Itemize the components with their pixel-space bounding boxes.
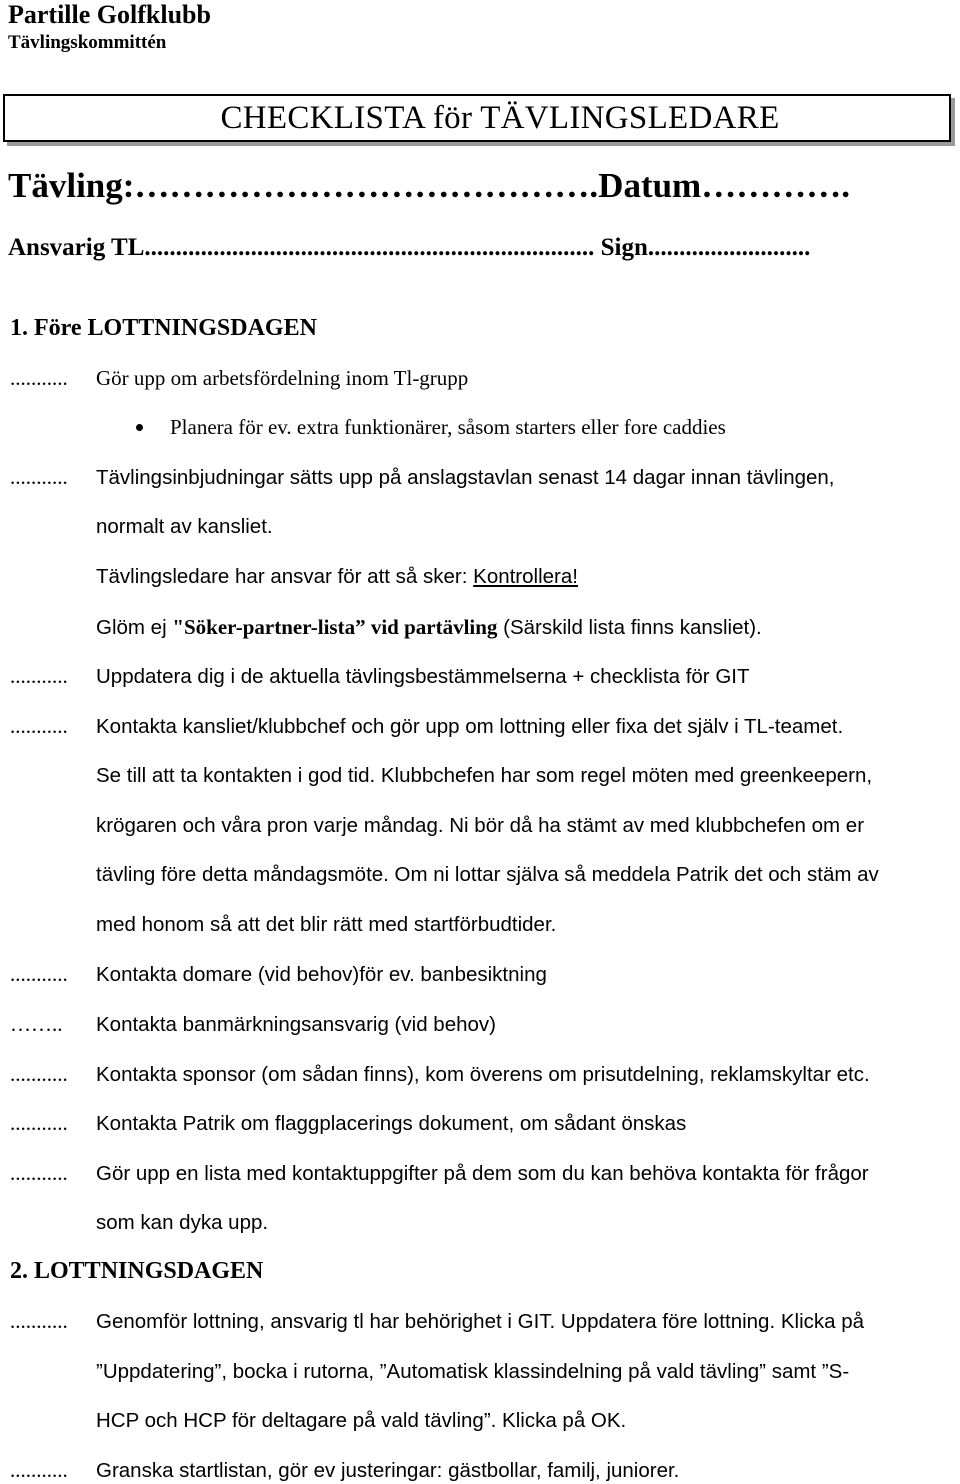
checkbox-dots: ........... bbox=[10, 1309, 68, 1333]
checklist-item-line: med honom så att det blir rätt med startförbudtider. bbox=[96, 913, 557, 936]
title-box bbox=[3, 94, 951, 142]
checkbox-dots: ........... bbox=[10, 1111, 68, 1135]
checklist-item: Gör upp en lista med kontaktuppgifter på dem som du kan behöva kontakta för frågor bbox=[96, 1162, 869, 1185]
competition-date-field: Tävling:………………………………….Datum…………. bbox=[8, 166, 850, 205]
checkbox-dots: ........... bbox=[10, 664, 68, 688]
partner-list-note: "Söker-partner-lista” vid partävling bbox=[172, 615, 498, 639]
checklist-item: Gör upp om arbetsfördelning inom Tl-grupp bbox=[96, 366, 469, 390]
sub-item: Planera för ev. extra funktionärer, såsom starters eller fore caddies bbox=[170, 415, 726, 439]
checkbox-dots: ........... bbox=[10, 1458, 68, 1482]
document-title: CHECKLISTA för TÄVLINGSLEDARE bbox=[220, 100, 780, 136]
checklist-item-line bbox=[96, 565, 578, 589]
checklist-item-line: normalt av kansliet. bbox=[96, 515, 273, 538]
org-name: Partille Golfklubb bbox=[8, 0, 211, 29]
checklist-item: Genomför lottning, ansvarig tl har behörighet i GIT. Uppdatera före lottning. Klicka på bbox=[96, 1310, 865, 1333]
checkbox-dots: ........... bbox=[10, 962, 68, 986]
checklist-item-line: tävling före detta måndagsmöte. Om ni lottar själva så meddela Patrik det och stäm av bbox=[96, 863, 879, 886]
checklist-item-line: HCP och HCP för deltagare på vald tävling”. Klicka på OK. bbox=[96, 1409, 627, 1432]
checklist-item: Kontakta domare (vid behov)för ev. banbesiktning bbox=[96, 963, 547, 986]
checkbox-dots: ........... bbox=[10, 366, 68, 390]
checklist-item: Kontakta banmärkningsansvarig (vid behov) bbox=[96, 1013, 496, 1036]
checklist-item-line: Se till att ta kontakten i god tid. Klubbchefen har som regel möten med greenkeepern, bbox=[96, 764, 873, 787]
department-name: Tävlingskommittén bbox=[8, 32, 167, 53]
checkbox-dots: ........... bbox=[10, 714, 68, 738]
checklist-item: Kontakta Patrik om flaggplacerings dokument, om sådant önskas bbox=[96, 1112, 687, 1135]
control-emphasis: Kontrollera! bbox=[473, 565, 578, 588]
section-2-heading: 2. LOTTNINGSDAGEN bbox=[10, 1258, 264, 1284]
checklist-item: Uppdatera dig i de aktuella tävlingsbestämmelserna + checklista för GIT bbox=[96, 665, 750, 688]
checkbox-dots: ........... bbox=[10, 465, 68, 489]
checklist-item-line bbox=[96, 615, 762, 640]
checkbox-dots: ........... bbox=[10, 1062, 68, 1086]
checklist-item-line: ”Uppdatering”, bocka i rutorna, ”Automatisk klassindelning på vald tävling” samt ”S- bbox=[96, 1360, 850, 1383]
checklist-item-line: krögaren och våra pron varje måndag. Ni bör då ha stämt av med klubbchefen om er bbox=[96, 814, 865, 837]
responsible-leader-field: Ansvarig TL........................................................................ Sign.......................... bbox=[8, 234, 811, 261]
checklist-item-line: som kan dyka upp. bbox=[96, 1211, 269, 1234]
bullet-icon bbox=[136, 424, 143, 431]
checklist-item: Tävlingsinbjudningar sätts upp på anslagstavlan senast 14 dagar innan tävlingen, bbox=[96, 466, 835, 489]
checklist-item: Granska startlistan, gör ev justeringar: gästbollar, familj, juniorer. bbox=[96, 1459, 680, 1482]
checkbox-dots: ........... bbox=[10, 1161, 68, 1185]
section-1-heading: 1. Före LOTTNINGSDAGEN bbox=[10, 315, 317, 341]
partner-note-suffix: (Särskild lista finns kansliet). bbox=[497, 616, 762, 639]
checklist-item: Kontakta kansliet/klubbchef och gör upp om lottning eller fixa det själv i TL-teamet. bbox=[96, 715, 844, 738]
checklist-item: Kontakta sponsor (om sådan finns), kom överens om prisutdelning, reklamskyltar etc. bbox=[96, 1063, 870, 1086]
control-note: Tävlingsledare har ansvar för att så sker: bbox=[96, 565, 474, 588]
partner-note-prefix: Glöm ej bbox=[96, 616, 173, 639]
checkbox-dots: …….. bbox=[10, 1012, 63, 1036]
